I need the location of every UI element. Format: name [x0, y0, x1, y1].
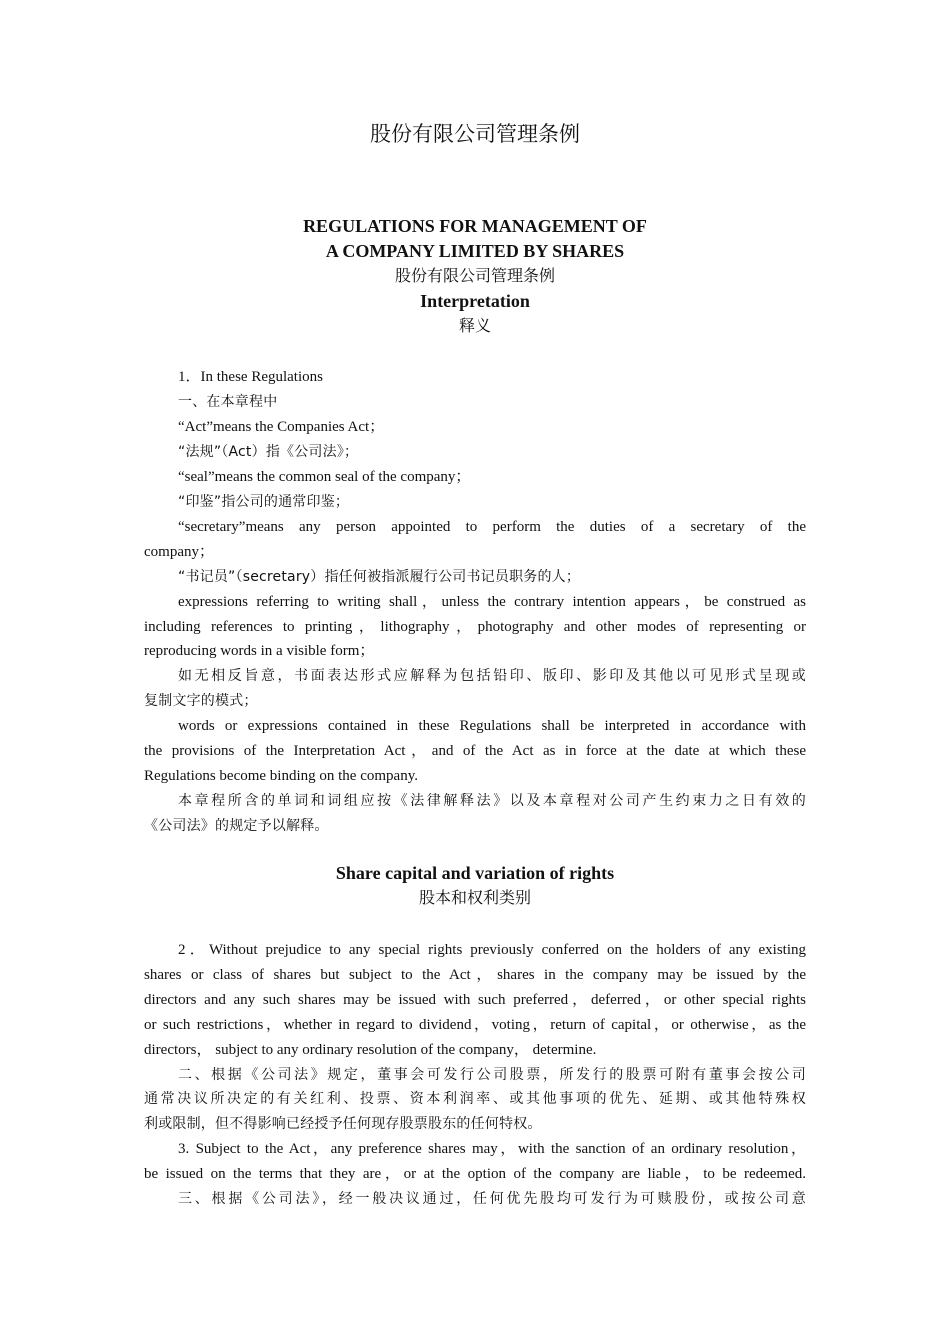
paragraph-line: directors and any such shares may be issued with such preferred，deferred，or other special rights: [144, 992, 806, 1008]
paragraph-line: be issued on the terms that they are，or at the option of the company are liable，to be redeemed.: [144, 1166, 806, 1182]
interpretation-heading-en: Interpretation: [420, 291, 530, 311]
paragraph-line: 2．Without prejudice to any special rights previously conferred on the holders of any existing: [178, 942, 806, 958]
paragraph-line: company；: [144, 544, 214, 560]
paragraph-line: or such restrictions，whether in regard to dividend，voting，return of capital，or otherwise，as the: [144, 1017, 806, 1033]
paragraph-line: 如无相反旨意，书面表达形式应解释为包括铅印、版印、影印及其他以可见形式呈现或: [178, 668, 806, 684]
paragraph-line: “seal”means the common seal of the company；: [178, 469, 471, 485]
paragraph-line: “书记员”（secretary）指任何被指派履行公司书记员职务的人；: [178, 569, 581, 585]
paragraph-line: 一、在本章程中: [178, 394, 278, 410]
paragraph-line: including references to printing，lithography，photography and other modes of representing or: [144, 619, 806, 635]
paragraph-line: 二、根据《公司法》规定，董事会可发行公司股票，所发行的股票可附有董事会按公司: [178, 1067, 806, 1083]
paragraph-line: 复制文字的模式；: [144, 693, 258, 709]
paragraph-line: shares or class of shares but subject to the Act，shares in the company may be issued by the: [144, 967, 806, 983]
paragraph-line: expressions referring to writing shall，unless the contrary intention appears，be construed as: [178, 594, 806, 610]
paragraph-line: the provisions of the Interpretation Act，and of the Act as in force at the date at which these: [144, 743, 806, 759]
heading-en-line-2: A COMPANY LIMITED BY SHARES: [325, 241, 625, 261]
paragraph-line: reproducing words in a visible form；: [144, 643, 375, 659]
paragraph-line: 利或限制，但不得影响已经授予任何现存股票股东的任何特权。: [144, 1116, 542, 1132]
share-capital-heading-cn: 股本和权利类别: [418, 888, 531, 907]
heading-cn: 股份有限公司管理条例: [394, 266, 555, 285]
paragraph-line: 3. Subject to the Act，any preference shares may，with the sanction of an ordinary resolution，: [178, 1141, 806, 1157]
paragraph-line: “印鉴”指公司的通常印鉴；: [178, 494, 350, 510]
paragraph-line: directors， subject to any ordinary resolution of the company， determine.: [144, 1042, 597, 1058]
paragraph-line: “secretary”means any person appointed to perform the duties of a secretary of the: [178, 519, 806, 535]
document-title: 股份有限公司管理条例: [370, 122, 580, 146]
paragraph-line: 通常决议所决定的有关红利、投票、资本利润率、或其他事项的优先、延期、或其他特殊权: [144, 1091, 806, 1107]
paragraph-line: “法规”（Act）指《公司法》；: [178, 444, 359, 460]
paragraph-line: words or expressions contained in these Regulations shall be interpreted in accordance with: [178, 718, 806, 734]
paragraph-line: 三、根据《公司法》，经一般决议通过，任何优先股均可发行为可赎股份，或按公司意: [178, 1191, 806, 1207]
paragraph-line: Regulations become binding on the company.: [144, 768, 418, 784]
paragraph-line: 本章程所含的单词和词组应按《法律解释法》以及本章程对公司产生约束力之日有效的: [178, 793, 806, 809]
paragraph-line: 1．In these Regulations: [178, 369, 323, 385]
share-capital-heading-en: Share capital and variation of rights: [335, 863, 615, 883]
heading-en-line-1: REGULATIONS FOR MANAGEMENT OF: [303, 216, 647, 236]
interpretation-heading-cn: 释义: [458, 316, 491, 335]
paragraph-line: “Act”means the Companies Act；: [178, 419, 385, 435]
paragraph-line: 《公司法》的规定予以解释。: [144, 818, 329, 834]
